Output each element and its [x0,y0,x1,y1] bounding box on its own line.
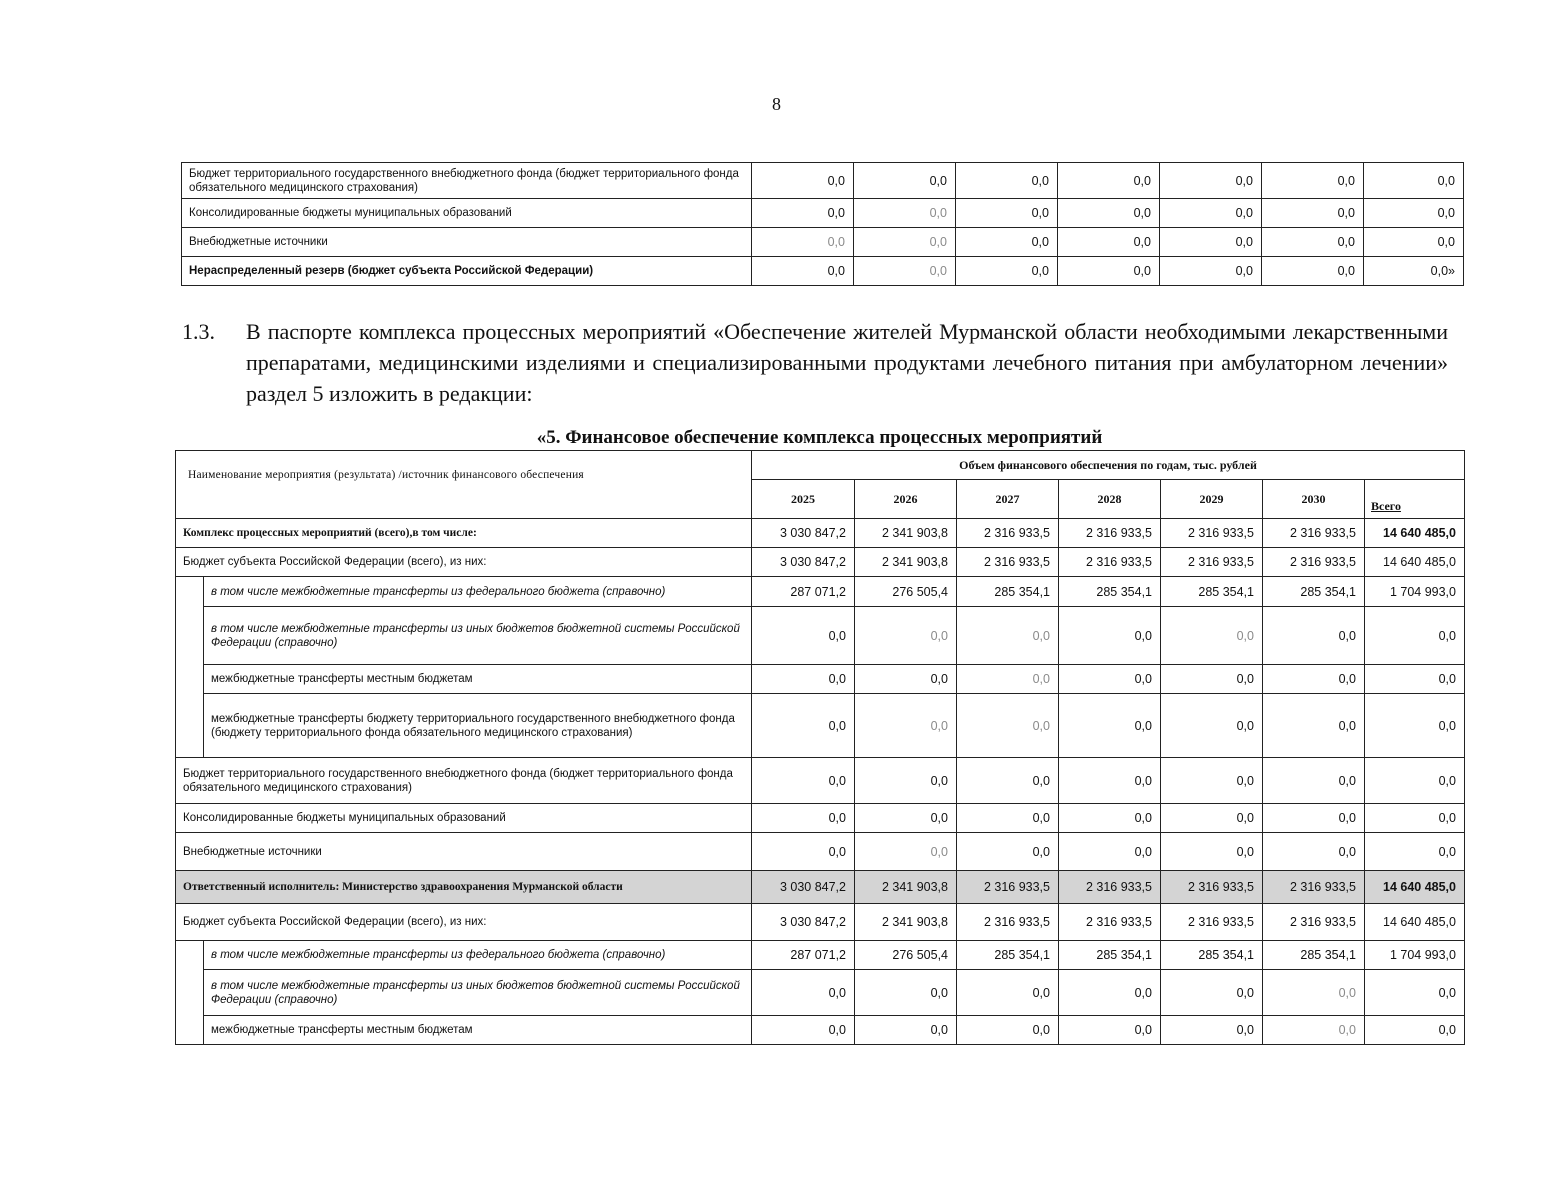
value-cell: 3 030 847,2 [752,904,855,941]
value-cell: 2 316 933,5 [1263,548,1365,577]
value-cell: 0,0 [855,804,957,833]
value-cell: 1 704 993,0 [1365,941,1465,970]
row-label: Внебюджетные источники [176,833,752,871]
value-cell: 2 341 903,8 [855,548,957,577]
value-cell: 285 354,1 [1263,941,1365,970]
value-cell: 0,0 [1059,970,1161,1016]
value-cell: 0,0» [1364,257,1464,286]
value-cell: 14 640 485,0 [1365,548,1465,577]
value-cell: 285 354,1 [957,941,1059,970]
value-cell: 285 354,1 [1059,577,1161,607]
table-row [176,1016,1465,1045]
value-cell: 0,0 [1365,665,1465,694]
value-cell: 0,0 [957,970,1059,1016]
value-cell: 2 316 933,5 [1059,519,1161,548]
row-label: межбюджетные трансферты бюджету территориального государственного внебюджетного фонда (бюджету территориального фонда обязательного медицинского страхования) [204,694,752,758]
table-row [176,607,1465,665]
table-row [176,694,1465,758]
value-cell: 0,0 [956,228,1058,257]
header-year: 2026 [855,480,957,519]
header-year: 2030 [1263,480,1365,519]
row-label: межбюджетные трансферты местным бюджетам [204,1016,752,1045]
table-row [176,970,1465,1016]
value-cell: 0,0 [1365,1016,1465,1045]
value-cell: 0,0 [1263,833,1365,871]
value-cell: 276 505,4 [855,941,957,970]
value-cell: 0,0 [1160,228,1262,257]
value-cell: 0,0 [1161,1016,1263,1045]
value-cell: 0,0 [1059,804,1161,833]
value-cell: 0,0 [854,228,956,257]
value-cell: 2 316 933,5 [957,548,1059,577]
value-cell: 0,0 [957,758,1059,804]
header-year: 2025 [752,480,855,519]
value-cell: 0,0 [752,804,855,833]
table-row [176,758,1465,804]
value-cell: 0,0 [752,163,854,199]
header-year: 2029 [1161,480,1263,519]
value-cell: 285 354,1 [1161,941,1263,970]
row-label: в том числе межбюджетные трансферты из федерального бюджета (справочно) [204,577,752,607]
value-cell: 0,0 [1364,199,1464,228]
value-cell: 0,0 [1059,758,1161,804]
value-cell: 0,0 [855,665,957,694]
amendment-paragraph [182,316,1448,409]
row-label: Консолидированные бюджеты муниципальных образований [182,199,752,228]
value-cell: 0,0 [957,665,1059,694]
value-cell: 0,0 [1263,804,1365,833]
value-cell: 0,0 [1263,970,1365,1016]
value-cell: 0,0 [1364,228,1464,257]
row-label: Нераспределенный резерв (бюджет субъекта Российской Федерации) [182,257,752,286]
table-row [182,228,1464,257]
value-cell: 0,0 [1263,694,1365,758]
value-cell: 0,0 [957,694,1059,758]
indent-spacer [176,577,204,758]
value-cell: 0,0 [855,970,957,1016]
value-cell: 0,0 [854,163,956,199]
value-cell: 2 341 903,8 [855,871,957,904]
value-cell: 285 354,1 [957,577,1059,607]
table-row [176,665,1465,694]
value-cell: 276 505,4 [855,577,957,607]
row-label: Внебюджетные источники [182,228,752,257]
value-cell: 2 316 933,5 [1161,871,1263,904]
value-cell: 2 316 933,5 [1059,904,1161,941]
value-cell: 0,0 [1262,199,1364,228]
value-cell: 0,0 [1161,758,1263,804]
value-cell: 0,0 [855,758,957,804]
value-cell: 0,0 [752,607,855,665]
value-cell: 2 316 933,5 [1263,871,1365,904]
row-label: Бюджет субъекта Российской Федерации (всего), из них: [176,904,752,941]
row-label: межбюджетные трансферты местным бюджетам [204,665,752,694]
value-cell: 0,0 [1058,163,1160,199]
value-cell: 0,0 [957,607,1059,665]
table-row [176,833,1465,871]
table-row [176,804,1465,833]
value-cell: 0,0 [1263,607,1365,665]
header-name-column: Наименование мероприятия (результата) /источник финансового обеспечения [176,451,752,519]
value-cell: 3 030 847,2 [752,519,855,548]
row-label: Консолидированные бюджеты муниципальных образований [176,804,752,833]
value-cell: 285 354,1 [1059,941,1161,970]
value-cell: 0,0 [1161,607,1263,665]
value-cell: 0,0 [1059,694,1161,758]
value-cell: 0,0 [956,163,1058,199]
header-funding-group: Объем финансового обеспечения по годам, тыс. рублей [752,451,1465,480]
value-cell: 0,0 [1059,1016,1161,1045]
value-cell: 0,0 [1263,758,1365,804]
value-cell: 0,0 [855,607,957,665]
value-cell: 0,0 [1160,257,1262,286]
row-label: Бюджет территориального государственного внебюджетного фонда (бюджет территориального фонда обязательного медицинского страхования) [176,758,752,804]
table-row [176,871,1465,904]
indent-spacer [176,941,204,1045]
row-label: в том числе межбюджетные трансферты из федерального бюджета (справочно) [204,941,752,970]
table-row [176,577,1465,607]
value-cell: 0,0 [752,257,854,286]
value-cell: 0,0 [752,199,854,228]
value-cell: 0,0 [1161,804,1263,833]
value-cell: 2 316 933,5 [957,519,1059,548]
paragraph-text: В паспорте комплекса процессных мероприятий «Обеспечение жителей Мурманской области необходимыми лекарственными препаратами, медицинскими изделиями и специализированными продуктами лечебного питания при амбулаторном лечении» раздел 5 изложить в редакции: [246,319,1448,406]
value-cell: 0,0 [1058,228,1160,257]
value-cell: 0,0 [1263,1016,1365,1045]
value-cell: 285 354,1 [1263,577,1365,607]
value-cell: 14 640 485,0 [1365,519,1465,548]
value-cell: 0,0 [1161,833,1263,871]
value-cell: 0,0 [1161,665,1263,694]
value-cell: 0,0 [1161,694,1263,758]
page-number: 8 [772,94,781,114]
value-cell: 0,0 [1365,804,1465,833]
value-cell: 14 640 485,0 [1365,871,1465,904]
row-label: Ответственный исполнитель: Министерство здравоохранения Мурманской области [176,871,752,904]
table-row [176,519,1465,548]
value-cell: 0,0 [1364,163,1464,199]
value-cell: 0,0 [752,833,855,871]
header-year: 2028 [1059,480,1161,519]
value-cell: 2 316 933,5 [957,904,1059,941]
value-cell: 0,0 [957,1016,1059,1045]
table-row [182,257,1464,286]
value-cell: 0,0 [956,257,1058,286]
value-cell: 2 316 933,5 [1263,904,1365,941]
value-cell: 0,0 [854,199,956,228]
row-label: в том числе межбюджетные трансферты из иных бюджетов бюджетной системы Российской Федерации (справочно) [204,607,752,665]
value-cell: 287 071,2 [752,577,855,607]
header-total: Всего [1365,480,1465,519]
section-title: «5. Финансовое обеспечение комплекса процессных мероприятий [536,427,1103,448]
header-year: 2027 [957,480,1059,519]
funding-table-continuation [181,162,1464,286]
value-cell: 0,0 [1365,758,1465,804]
value-cell: 0,0 [957,804,1059,833]
value-cell: 0,0 [1262,257,1364,286]
value-cell: 0,0 [752,1016,855,1045]
value-cell: 2 316 933,5 [957,871,1059,904]
table-row [176,904,1465,941]
value-cell: 285 354,1 [1161,577,1263,607]
value-cell: 0,0 [1365,694,1465,758]
value-cell: 14 640 485,0 [1365,904,1465,941]
value-cell: 0,0 [752,758,855,804]
row-label: Комплекс процессных мероприятий (всего),в том числе: [176,519,752,548]
value-cell: 0,0 [1059,833,1161,871]
table-row [176,548,1465,577]
value-cell: 2 316 933,5 [1059,548,1161,577]
row-label: Бюджет субъекта Российской Федерации (всего), из них: [176,548,752,577]
value-cell: 0,0 [752,970,855,1016]
value-cell: 0,0 [854,257,956,286]
value-cell: 0,0 [1262,228,1364,257]
table-row [182,199,1464,228]
value-cell: 2 316 933,5 [1059,871,1161,904]
value-cell: 2 316 933,5 [1161,904,1263,941]
value-cell: 0,0 [752,228,854,257]
table-header-row [176,451,1465,480]
value-cell: 2 341 903,8 [855,904,957,941]
value-cell: 0,0 [1058,199,1160,228]
value-cell: 0,0 [957,833,1059,871]
value-cell: 0,0 [1263,665,1365,694]
value-cell: 0,0 [855,833,957,871]
value-cell: 0,0 [956,199,1058,228]
row-label: в том числе межбюджетные трансферты из иных бюджетов бюджетной системы Российской Федерации (справочно) [204,970,752,1016]
value-cell: 0,0 [1365,833,1465,871]
value-cell: 0,0 [855,1016,957,1045]
value-cell: 0,0 [1365,607,1465,665]
value-cell: 2 316 933,5 [1161,548,1263,577]
value-cell: 287 071,2 [752,941,855,970]
value-cell: 2 316 933,5 [1263,519,1365,548]
value-cell: 0,0 [855,694,957,758]
value-cell: 0,0 [1058,257,1160,286]
value-cell: 0,0 [1160,163,1262,199]
value-cell: 0,0 [1365,970,1465,1016]
value-cell: 0,0 [1262,163,1364,199]
value-cell: 2 316 933,5 [1161,519,1263,548]
value-cell: 1 704 993,0 [1365,577,1465,607]
value-cell: 0,0 [1160,199,1262,228]
row-label: Бюджет территориального государственного внебюджетного фонда (бюджет территориального фонда обязательного медицинского страхования) [182,163,752,199]
funding-table [175,450,1465,1045]
value-cell: 0,0 [752,665,855,694]
paragraph-number: 1.3. [182,319,215,344]
value-cell: 0,0 [752,694,855,758]
value-cell: 0,0 [1059,665,1161,694]
table-row [176,941,1465,970]
value-cell: 0,0 [1161,970,1263,1016]
value-cell: 3 030 847,2 [752,871,855,904]
value-cell: 2 341 903,8 [855,519,957,548]
table-row [182,163,1464,199]
value-cell: 0,0 [1059,607,1161,665]
value-cell: 3 030 847,2 [752,548,855,577]
